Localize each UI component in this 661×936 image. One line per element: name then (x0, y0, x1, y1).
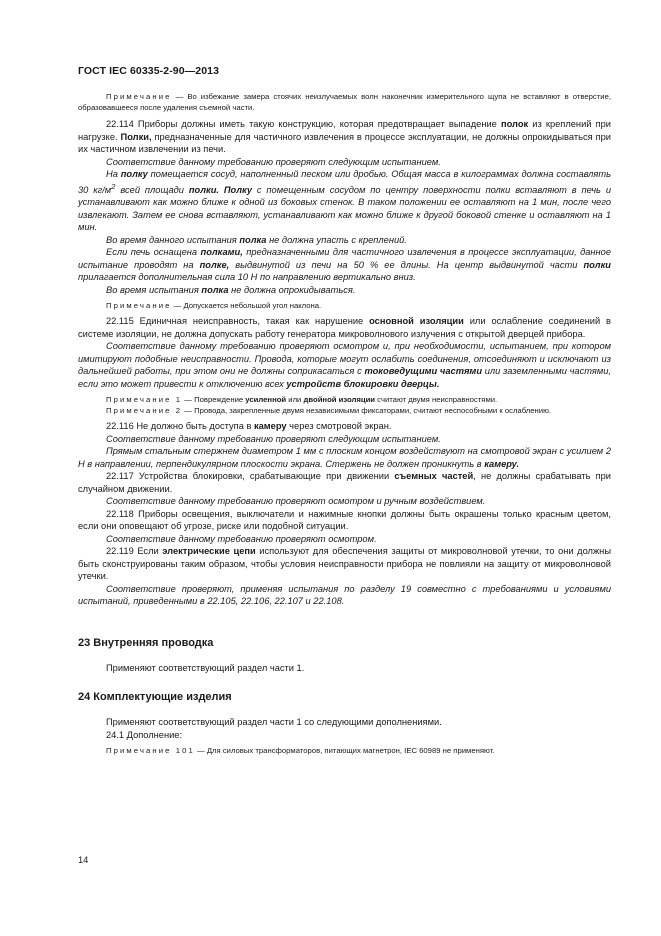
note-label: Примечание 2 (106, 406, 183, 416)
note-label: Примечание (106, 92, 172, 101)
page-number: 14 (78, 855, 89, 865)
superscript: 2 (111, 181, 116, 191)
clause-24-1: 24.1 Дополнение: (106, 729, 183, 740)
text: Соответствие данному требованию проверяют осмотром и ручным воздействием. (106, 496, 486, 507)
note-text: — Допускается небольшой угол наклона. (171, 301, 322, 311)
text: 22.119 Если (106, 546, 163, 557)
text: предназначенными для частичного извлечения в процессе эксплуатации, данное испытание проводят на (78, 247, 611, 270)
text: Во время данного испытания (106, 234, 240, 245)
text: Соответствие данному требованию проверяют следующим испытанием. (106, 156, 441, 167)
test-paragraph (78, 445, 611, 470)
text: из креплений при нагрузке. (78, 119, 611, 142)
section-24-heading: 24 Комплектующие изделия (78, 691, 232, 704)
clause-22-114 (78, 118, 611, 156)
term: полка (239, 234, 267, 245)
note-label: Примечание (106, 301, 172, 311)
test-paragraph (78, 433, 611, 446)
text: На (106, 169, 121, 179)
term: Полки, (120, 131, 152, 142)
text: через смотровой экран. (286, 421, 392, 432)
clause-22-119 (78, 545, 611, 583)
test-paragraph (78, 495, 611, 508)
term: усиленной (245, 395, 287, 405)
section-24-text: Применяют соответствующий раздел части 1 со следующими дополнениями. (106, 717, 442, 728)
test-paragraph (78, 284, 611, 297)
text: Соответствие данному требованию проверяют следующим испытанием. (106, 433, 441, 444)
text: 22.115 Единичная неисправность, такая как нарушение (106, 316, 370, 327)
test-paragraph (78, 533, 611, 546)
term: камеру. (484, 458, 520, 469)
test-paragraph (78, 156, 611, 169)
text: 22.116 Не должно быть доступа в (106, 421, 254, 432)
note-text: — Повреждение (182, 395, 246, 405)
term: устройств блокировки дверцы. (286, 378, 440, 389)
text: 22.114 Приборы должны иметь такую конструкцию, которая предотвращает выпадение (106, 119, 501, 129)
text: не должна опрокидываться. (228, 284, 356, 295)
text: Соответствие данному требованию проверяют осмотром и, при необходимости, испытанием, при котором имитируют подобные неисправности. Провода, которые могут ослабить соединения, отсоединяют и исключают из дальнейшей работы, при этом они не должны соприкасаться с (78, 341, 611, 377)
test-paragraph (78, 168, 611, 234)
clause-22-116 (78, 420, 611, 433)
test-paragraph (78, 340, 611, 390)
note-text: считают двумя неисправностями. (375, 395, 498, 405)
text: выдвинутой из печи на 50 % ее длины. На центр выдвинутой части (229, 259, 584, 270)
note-paragraph (78, 300, 611, 311)
note-label: Примечание 101 (106, 746, 195, 756)
term: полка (201, 284, 229, 295)
text: Соответствие проверяют, применяя испытания по разделу 19 совместно с требованиями и условиями испытаний, приведенными в 22.105, 22.106, 22.107 и 22.108. (78, 583, 611, 607)
text: 22.117 Устройства блокировки, срабатывающие при движении (106, 471, 395, 482)
text: с помещенным сосудом по центру поверхности полки вставляют в печь и устанавливают как можно ближе к одной из боковых стенок. В таком положении ее оставляют на 1 мин, после чего извлекают. Затем ее снова вставляют, устанавливают как можно ближе к другой боковой стенке и оставляют на 1 мин. (78, 184, 612, 233)
term: полки (583, 259, 611, 270)
note-text: — Для силовых трансформаторов, питающих магнетрон, IEC 60989 не применяют. (194, 746, 495, 756)
term: полок (500, 119, 529, 129)
text: помещается сосуд, наполненный песком или дробью. Общая масса в килограммах должна составлять 30 кг/м (78, 169, 612, 195)
term: съемных частей (394, 471, 474, 482)
text: не должна упасть с креплений. (266, 234, 407, 245)
note-paragraph (78, 405, 611, 416)
text: Прямым стальным стержнем диаметром 1 мм с плоским концом воздействуют на смотровой экран с усилием 2 Н в направлении, перпендикулярном плоскости экрана. Стержень не должен проникнуть в (78, 446, 611, 469)
text: используют для обеспечения защиты от микроволновой утечки, то они должны быть сконструированы таким образом, чтобы условия неисправности прибора не повлияли на защиту от микроволновой утечки. (78, 546, 612, 582)
term: камеру (253, 421, 287, 432)
note-text: или (286, 395, 304, 405)
test-paragraph (78, 234, 611, 247)
term: токоведущими частями (364, 366, 482, 377)
text: предназначенные для частичного извлечения в процессе эксплуатации, не должны опрокидываться при их частичном извлечении из печи. (78, 131, 611, 154)
term: основной изоляции (369, 316, 464, 327)
page-header: ГОСТ IEC 60335-2-90—2013 (78, 65, 220, 77)
note-paragraph (78, 91, 611, 113)
text: , не должны срабатывать при случайном движении. (78, 471, 611, 494)
text: Соответствие данному требованию проверяют осмотром. (106, 533, 377, 544)
text: или ослабление соединений в системе изоляции, не должна допускать работу генератора микроволнового излучения с открытой дверцей прибора. (78, 316, 611, 339)
term: двойной изоляции (303, 395, 376, 405)
term: полке, (199, 259, 230, 270)
note-label: Примечание 1 (106, 395, 183, 405)
test-paragraph (78, 246, 611, 284)
page-content (78, 91, 611, 756)
section-23-heading: 23 Внутренняя проводка (78, 636, 214, 649)
clause-22-117 (78, 470, 611, 495)
note-text: — Во избежание замера стоячих неизлучаемых волн наконечник измерительного щупа не вставляют в отверстие, образовавшееся после удаления съемной части. (78, 92, 611, 112)
clause-22-118: 22.118 Приборы освещения, выключатели и нажимные кнопки должны быть окрашены только красным цветом, если они оповещают об угрозе, риске или подобной ситуации. (78, 508, 611, 532)
term: электрические цепи (162, 546, 256, 557)
test-paragraph (78, 583, 611, 608)
text: или заземленными частями, если это может привести к отключению всех (78, 366, 611, 389)
text: Во время испытания (106, 284, 202, 295)
note-paragraph (78, 745, 611, 756)
clause-22-115 (78, 315, 611, 340)
text: всей площади (115, 184, 189, 195)
text: Если печь оснащена (106, 247, 201, 258)
text: прилагается дополнительная сила 10 Н по направлению вертикально вниз. (78, 272, 416, 283)
note-text: — Провода, закрепленные двумя независимыми фиксаторами, считают неспособными к ослаблению. (182, 406, 551, 416)
term: полки. Полку (188, 184, 252, 195)
note-paragraph (78, 394, 611, 405)
term: полками, (200, 247, 243, 258)
section-23-text: Применяют соответствующий раздел части 1. (106, 662, 305, 673)
term: полку (120, 169, 148, 179)
